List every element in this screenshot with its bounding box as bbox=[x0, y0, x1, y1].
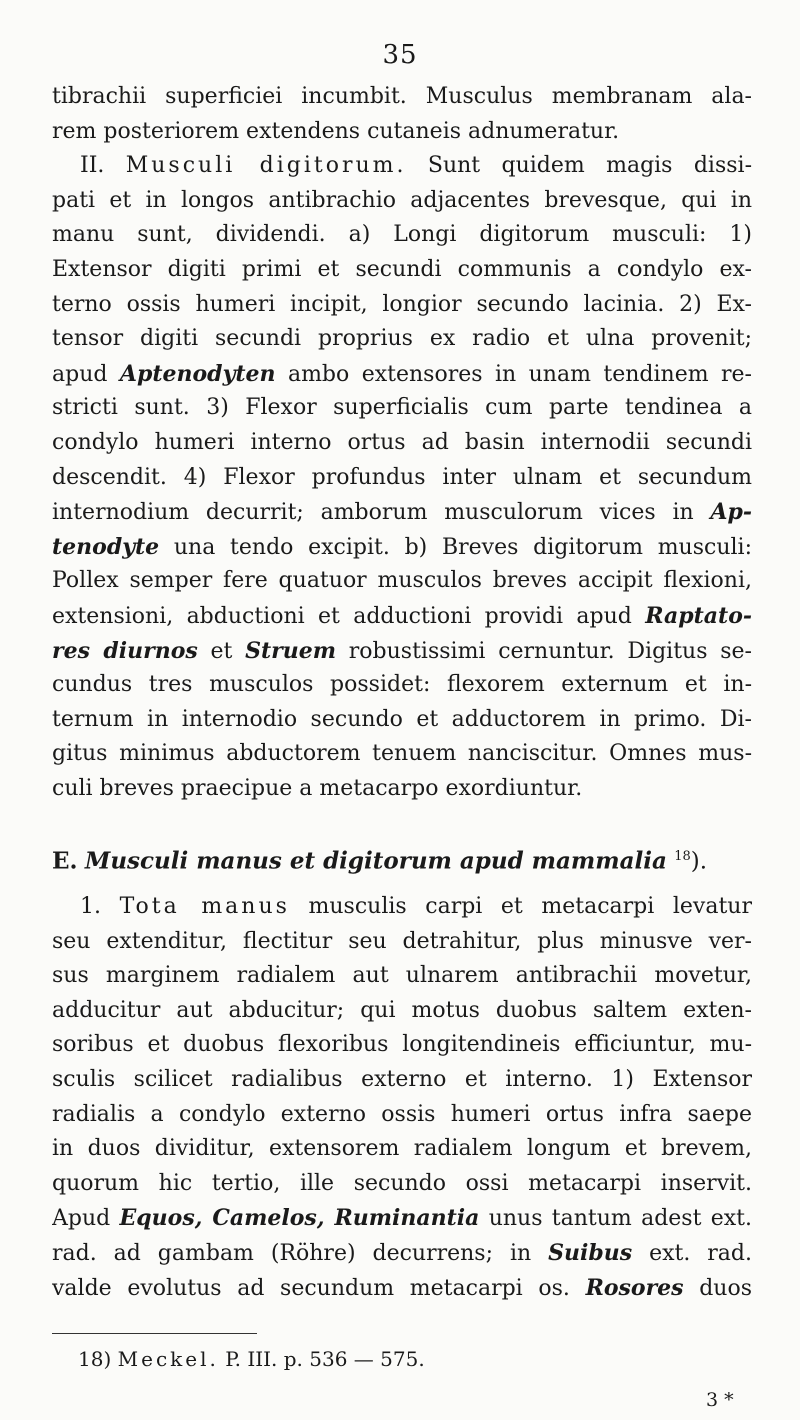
text-fragment: Sunt quidem magis dissi- bbox=[427, 153, 752, 179]
italic-term: Suibus bbox=[548, 1239, 633, 1266]
footnote-number: 18) bbox=[78, 1347, 112, 1371]
text-line: stricti sunt. 3) Flexor superficialis cum parte tendinea a bbox=[52, 395, 752, 421]
italic-term: Raptato- bbox=[645, 602, 752, 629]
italic-term: Ap- bbox=[710, 499, 752, 526]
footnote-reference: 18 bbox=[674, 849, 691, 864]
italic-term: Aptenodyten bbox=[119, 360, 276, 387]
text-fragment: apud bbox=[52, 361, 120, 387]
italic-term: Equos, Camelos, Ruminantia bbox=[119, 1205, 480, 1232]
text-line bbox=[52, 495, 752, 530]
paragraph-heading: Musculi digitorum. bbox=[125, 153, 407, 179]
text-line: quorum hic tertio, ille secundo ossi metacarpi inservit. bbox=[52, 1170, 752, 1196]
text-line: sculis scilicet radialibus externo et interno. 1) Extensor bbox=[52, 1066, 752, 1092]
paragraph-label: 1. bbox=[80, 894, 101, 919]
text-line bbox=[52, 1201, 752, 1236]
text-line: sus marginem radialem aut ulnarem antibrachii movetur, bbox=[52, 963, 752, 989]
text-line: soribus et duobus flexoribus longitendineis efficiuntur, mu- bbox=[52, 1032, 752, 1058]
text-fragment: ext. rad. bbox=[632, 1240, 752, 1266]
text-fragment: robustissimi cernuntur. Digitus se- bbox=[336, 638, 752, 664]
text-fragment: internodium decurrit; amborum musculorum vices in bbox=[52, 500, 711, 526]
text-line: gitus minimus abductorem tenuem nanciscitur. Omnes mus- bbox=[52, 741, 752, 767]
text-line bbox=[52, 530, 752, 565]
text-line: Extensor digiti primi et secundi communis a condylo ex- bbox=[52, 256, 752, 282]
text-line: in duos dividitur, extensorem radialem longum et brevem, bbox=[52, 1136, 752, 1162]
text-line: culi breves praecipue a metacarpo exordiuntur. bbox=[52, 775, 583, 801]
text-fragment: rad. ad gambam (Röhre) decurrens; in bbox=[52, 1240, 549, 1266]
text-line: adducitur aut abducitur; qui motus duobus saltem exten- bbox=[52, 997, 752, 1023]
text-line: terno ossis humeri incipit, longior secundo lacinia. 2) Ex- bbox=[52, 291, 752, 317]
italic-term: tenodyte bbox=[52, 533, 160, 560]
text-fragment: unus tantum adest ext. bbox=[479, 1206, 752, 1232]
text-fragment: Apud bbox=[52, 1206, 120, 1232]
text-line: seu extenditur, flectitur seu detrahitur, plus minusve ver- bbox=[52, 928, 752, 954]
text-fragment: valde evolutus ad secundum metacarpi os. bbox=[52, 1275, 586, 1301]
text-line bbox=[52, 1236, 752, 1271]
text-line: tibrachii superficiei incumbit. Musculus membranam ala- bbox=[52, 84, 752, 109]
body-text-block-2 bbox=[52, 890, 752, 1305]
text-fragment: duos bbox=[683, 1275, 752, 1301]
text-line: ternum in internodio secundo et adductorem in primo. Di- bbox=[52, 706, 752, 732]
text-line: cundus tres musculos possidet: flexorem externum et in- bbox=[52, 672, 752, 698]
text-fragment: musculis carpi et metacarpi levatur bbox=[308, 894, 752, 919]
section-closing: ). bbox=[690, 848, 708, 875]
text-line: manu sunt, dividendi. a) Longi digitorum musculi: 1) bbox=[52, 222, 752, 248]
text-fragment: et bbox=[197, 638, 246, 664]
page-number: 35 bbox=[382, 40, 418, 70]
text-fragment: extensioni, abductioni et adductioni providi apud bbox=[52, 603, 646, 629]
paragraph-heading-line bbox=[52, 890, 752, 925]
body-text-block-1 bbox=[52, 80, 752, 806]
footnote bbox=[78, 1346, 425, 1372]
section-heading bbox=[52, 840, 752, 879]
footnote-divider bbox=[52, 1333, 257, 1334]
text-line: tensor digiti secundi proprius ex radio et ulna provenit; bbox=[52, 326, 752, 352]
section-label: E. bbox=[52, 847, 78, 875]
text-line: descendit. 4) Flexor profundus inter ulnam et secundum bbox=[52, 464, 752, 490]
text-fragment: una tendo excipit. b) Breves digitorum musculi: bbox=[159, 534, 752, 560]
text-line: pati et in longos antibrachio adjacentes brevesque, qui in bbox=[52, 187, 752, 213]
text-line bbox=[52, 1271, 752, 1306]
text-line bbox=[52, 599, 752, 634]
text-fragment: ambo extensores in unam tendinem re- bbox=[275, 361, 752, 387]
paragraph-label: II. bbox=[80, 153, 105, 179]
text-line bbox=[52, 634, 752, 669]
italic-term: res diurnos bbox=[52, 637, 198, 664]
section-title: Musculi manus et digitorum apud mammalia bbox=[84, 847, 667, 875]
italic-term: Rosores bbox=[585, 1274, 684, 1301]
text-line: rem posteriorem extendens cutaneis adnumeratur. bbox=[52, 118, 620, 144]
paragraph-heading-line bbox=[52, 149, 752, 184]
footnote-reference-text: P. III. p. 536 — 575. bbox=[225, 1347, 425, 1371]
text-line bbox=[52, 357, 752, 392]
text-line: Pollex semper fere quatuor musculos breves accipit flexioni, bbox=[52, 568, 752, 594]
text-line: radialis a condylo externo ossis humeri ortus infra saepe bbox=[52, 1101, 752, 1127]
signature-mark: 3 * bbox=[706, 1389, 734, 1411]
paragraph-heading: Tota manus bbox=[119, 894, 290, 919]
italic-term: Struem bbox=[245, 637, 337, 664]
text-line: condylo humeri interno ortus ad basin internodii secundi bbox=[52, 429, 752, 455]
footnote-author: Meckel. bbox=[117, 1347, 219, 1371]
